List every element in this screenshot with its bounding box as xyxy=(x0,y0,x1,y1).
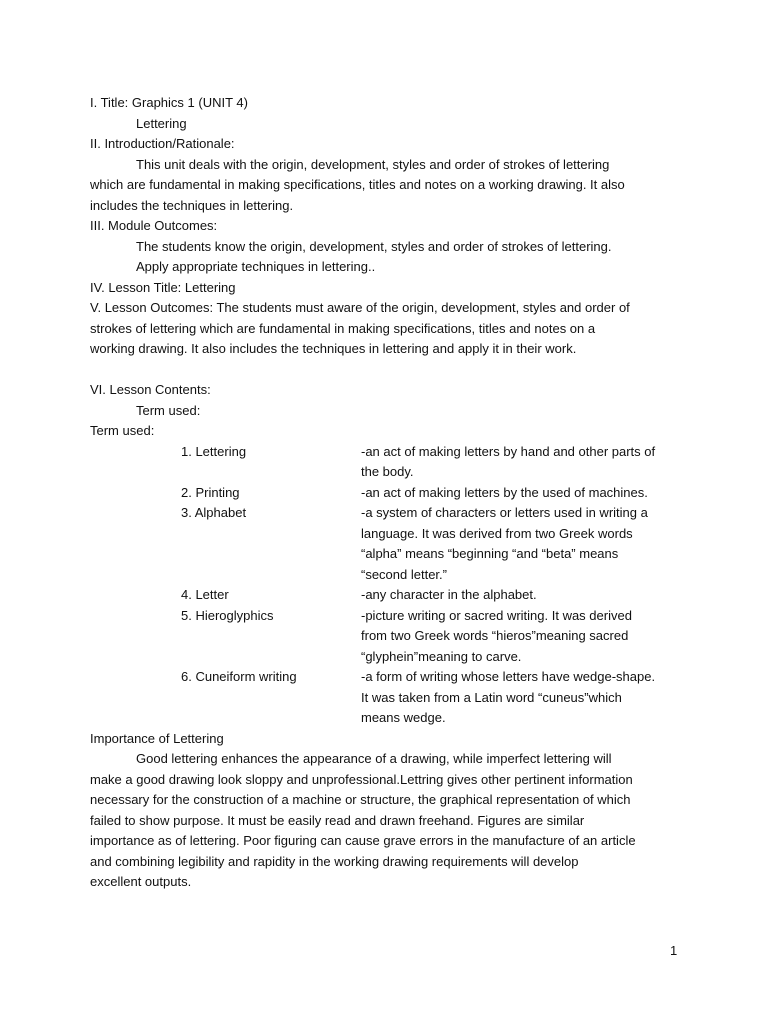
term-used-heading: Term used: xyxy=(90,423,155,438)
term-row xyxy=(90,483,690,504)
term-name: 2. Printing xyxy=(181,484,240,500)
term-definition-line: It was taken from a Latin word “cuneus”which xyxy=(361,689,622,705)
term-name: 3. Alphabet xyxy=(181,505,247,520)
term-definition-line: “second letter.” xyxy=(361,566,447,582)
term-name: 6. Cuneiform writing xyxy=(181,669,297,684)
module-outcome-item: The students know the origin, development, styles and order of strokes of lettering. xyxy=(136,238,612,254)
term-definition-line: means wedge. xyxy=(361,710,446,725)
term-definition-line: -an act of making letters by the used of machines. xyxy=(361,484,648,500)
term-definition-line: -any character in the alphabet. xyxy=(361,587,537,602)
term-definition-line: “alpha” means “beginning “and “beta” means xyxy=(361,546,619,561)
term-name: 1. Lettering xyxy=(181,443,247,459)
importance-text-line: Good lettering enhances the appearance of a drawing, while imperfect lettering will xyxy=(136,751,612,766)
lesson-title: IV. Lesson Title: Lettering xyxy=(90,279,236,295)
title-subtitle: Lettering xyxy=(136,115,187,131)
term-definition-line: the body. xyxy=(361,464,414,479)
module-outcome-item: Apply appropriate techniques in lettering.. xyxy=(136,259,376,274)
term-name: 4. Letter xyxy=(181,587,229,602)
importance-text-line: and combining legibility and rapidity in the working drawing requirements will develop xyxy=(90,853,579,869)
term-definition xyxy=(361,483,691,504)
term-row xyxy=(90,585,690,606)
module-outcomes-heading: III. Module Outcomes: xyxy=(90,218,218,233)
importance-text-line: failed to show purpose. It must be easily read and drawn freehand. Figures are similar xyxy=(90,812,585,828)
term-definition-line: “glyphein”meaning to carve. xyxy=(361,648,522,664)
importance-heading: Importance of Lettering xyxy=(90,730,224,746)
lesson-outcomes-line: working drawing. It also includes the techniques in lettering and apply it in their work. xyxy=(90,341,577,356)
spacer xyxy=(90,360,690,381)
intro-text-line: which are fundamental in making specifications, titles and notes on a working drawing. It also xyxy=(90,177,625,192)
term-used-subheading: Term used: xyxy=(136,402,201,418)
term-definition-line: -a system of characters or letters used in writing a xyxy=(361,505,648,520)
term-definition xyxy=(361,606,691,668)
importance-text-line: excellent outputs. xyxy=(90,874,192,889)
term-definition-line: -an act of making letters by hand and other parts of xyxy=(361,443,656,459)
term-definition-line: -picture writing or sacred writing. It was derived xyxy=(361,607,632,623)
importance-text-line: necessary for the construction of a machine or structure, the graphical representation of which xyxy=(90,792,631,807)
document-page xyxy=(90,93,690,893)
term-definition-line: from two Greek words “hieros”meaning sacred xyxy=(361,628,629,643)
term-definition xyxy=(361,442,691,483)
term-row xyxy=(90,442,690,483)
term-name: 5. Hieroglyphics xyxy=(181,607,274,623)
term-row xyxy=(90,606,690,668)
lesson-contents-heading: VI. Lesson Contents: xyxy=(90,382,211,397)
terms-list xyxy=(90,442,690,729)
term-row xyxy=(90,667,690,729)
term-definition xyxy=(361,503,691,585)
importance-paragraph xyxy=(90,749,690,893)
term-definition-line: -a form of writing whose letters have wedge-shape. xyxy=(361,669,656,684)
importance-text-line: importance as of lettering. Poor figuring can cause grave errors in the manufacture of an article xyxy=(90,833,636,848)
term-row xyxy=(90,503,690,585)
lesson-outcomes-line: V. Lesson Outcomes: The students must aware of the origin, development, styles and order of xyxy=(90,300,630,315)
intro-text-line: This unit deals with the origin, development, styles and order of strokes of lettering xyxy=(136,156,610,172)
term-definition-line: language. It was derived from two Greek words xyxy=(361,525,633,541)
importance-text-line: make a good drawing look sloppy and unprofessional.Lettring gives other pertinent information xyxy=(90,771,633,787)
page-number: 1 xyxy=(670,943,678,958)
intro-heading: II. Introduction/Rationale: xyxy=(90,136,235,151)
lesson-outcomes-line: strokes of lettering which are fundamental in making specifications, titles and notes on a xyxy=(90,320,596,336)
intro-text-line: includes the techniques in lettering. xyxy=(90,197,294,213)
term-definition xyxy=(361,667,691,729)
title-line: I. Title: Graphics 1 (UNIT 4) xyxy=(90,95,248,110)
term-definition xyxy=(361,585,691,606)
